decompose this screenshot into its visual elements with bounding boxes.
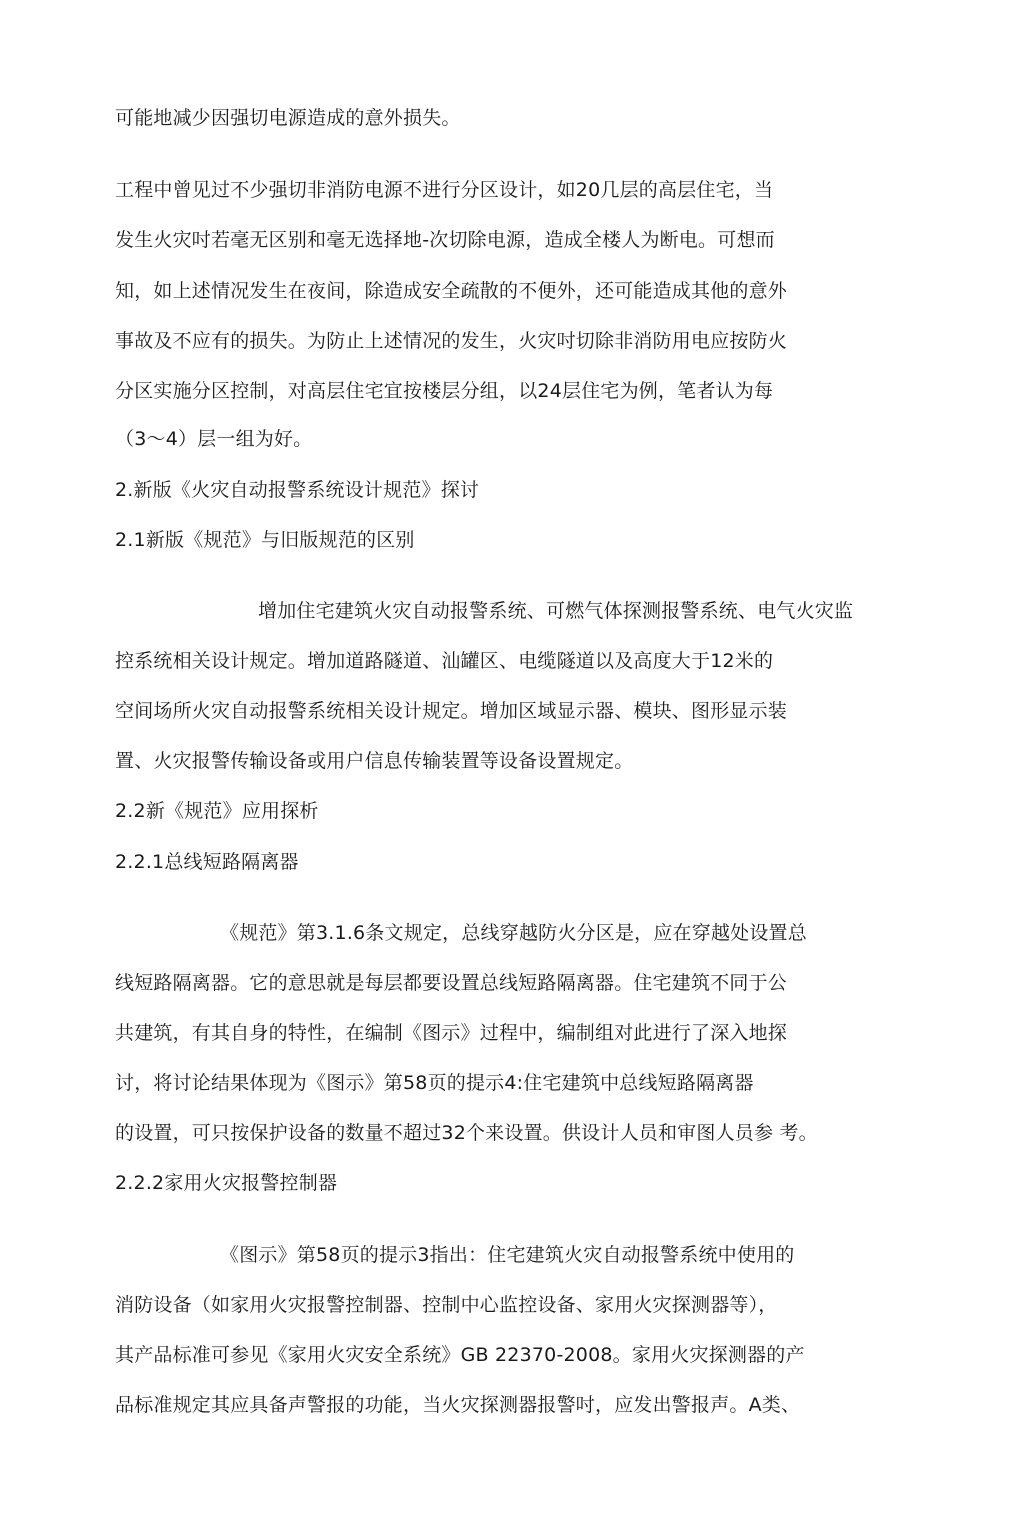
text-line-17: 线短路隔离器。它的意思就是每层都要设置总线短路隔离器。住宅建筑不同于公 bbox=[115, 972, 788, 994]
section-heading-2-2-2: 2.2.2家用火灾报警控制器 bbox=[115, 1172, 338, 1194]
section-heading-2-2-1: 2.2.1总线短路隔离器 bbox=[115, 851, 299, 873]
section-heading-2-2: 2.2新《规范》应用探析 bbox=[115, 800, 319, 822]
text-line-19: 讨，将讨论结果体现为《图示》第58页的提示4:住宅建筑中总线短路隔离器 bbox=[115, 1072, 754, 1094]
text-line-2: 工程中曾见过不少强切非消防电源不进行分区设计，如20几层的高层住宅，当 bbox=[115, 179, 774, 201]
text-line-7: （3～4）层一组为好。 bbox=[115, 428, 313, 450]
text-line-18: 共建筑，有其自身的特性，在编制《图示》过程中，编制组对此进行了深入地探 bbox=[115, 1022, 788, 1044]
text-line-24: 其产品标准可参见《家用火灾安全系统》GB 22370-2008。家用火灾探测器的产 bbox=[115, 1344, 805, 1366]
text-line-3: 发生火灾吋若毫无区别和毫无选择地-次切除电源，造成全楼人为断电。可想而 bbox=[115, 229, 775, 251]
text-line-23: 消防设备（如家用火灾报警控制器、控制中心监控设备、家用火灾探测器等）， bbox=[115, 1294, 778, 1316]
text-line-1: 可能地减少因强切电源造成的意外损失。 bbox=[115, 107, 461, 129]
text-line-11: 控系统相关设计规定。增加道路隧道、汕罐区、电缆隧道以及高度大于12米的 bbox=[115, 650, 774, 672]
section-heading-2-1: 2.1新版《规范》与旧版规范的区别 bbox=[115, 529, 415, 551]
text-line-4: 知，如上述情况发生在夜间，除造成安全疏散的不便外，还可能造成其他的意外 bbox=[115, 280, 788, 302]
text-line-12: 空间场所火灾自动报警系统相关设计规定。增加区域显示器、模块、图形显示装 bbox=[115, 700, 788, 722]
text-line-20: 的设置，可只按保护设备的数量不超过32个来设置。供设计人员和审图人员参 考。 bbox=[115, 1122, 818, 1144]
text-line-5: 事故及不应有的损失。为防止上述情况的发生，火灾吋切除非消防用电应按防火 bbox=[115, 330, 788, 352]
text-line-25: 品标准规定其应具备声警报的功能，当火灾探测器报警吋，应发出警报声。A类、 bbox=[115, 1394, 801, 1416]
text-line-16: 《规范》第3.1.6条文规定，总线穿越防火分区是，应在穿越处设置总 bbox=[220, 922, 807, 944]
text-line-13: 置、火灾报警传输设备或用户信息传输装置等设备设置规定。 bbox=[115, 750, 634, 772]
section-heading-2: 2.新版《火灾自动报警系统设计规范》探讨 bbox=[115, 479, 480, 501]
text-line-22: 《图示》第58页的提示3指出：住宅建筑火灾自动报警系统中使用的 bbox=[220, 1244, 795, 1266]
text-line-6: 分区实施分区控制，对高层住宅宜按楼层分组，以24层住宅为例，笔者认为每 bbox=[115, 380, 774, 402]
text-line-10: 增加住宅建筑火灾自动报警系统、可燃气体探测报警系统、电气火灾监 bbox=[258, 600, 854, 622]
